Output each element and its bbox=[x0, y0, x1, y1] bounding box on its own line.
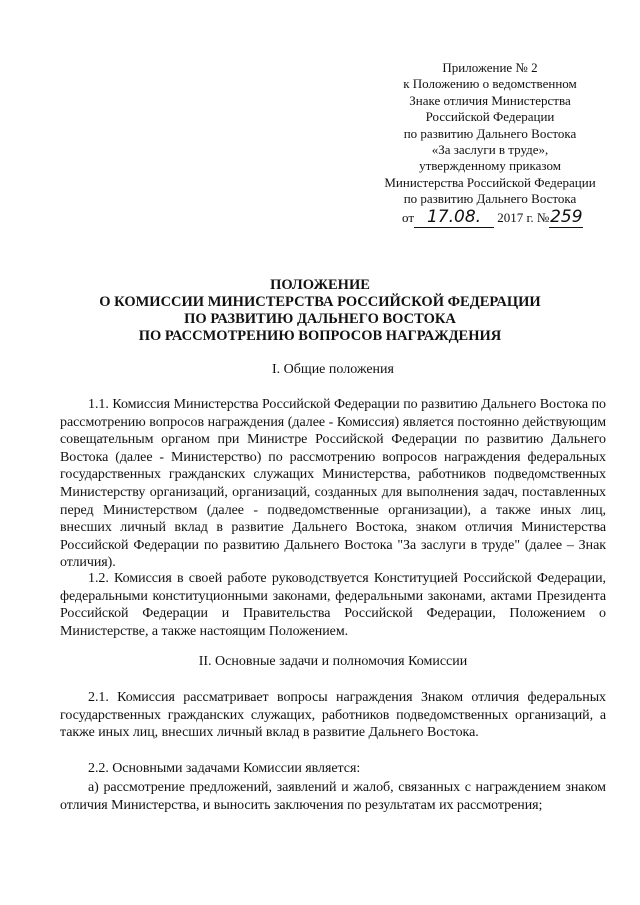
paragraph-1-1: 1.1. Комиссия Министерства Российской Федерации по развитию Дальнего Востока по рассмотрению вопросов награждения (далее - Комиссия) является постоянно действующим совещательным органом при Министре Российской Федерации по развитию Дальнего Востока (далее - Министерство) по рассмотрению вопросов награждения федеральных государственных гражданских служащих Министерства, работников подведомственных Министерству организаций, организаций, созданных для выполнения задач, поставленных перед Министерством (далее - подведомственные организации), а также иных лиц, внесших личный вклад в развитие Дальнего Востока, знаком отличия Министерства Российской Федерации по развитию Дальнего Востока "За заслуги в труде" (далее – Знак отличия). bbox=[60, 397, 606, 571]
title-line: ПО РАССМОТРЕНИЮ ВОПРОСОВ НАГРАЖДЕНИЯ bbox=[138, 328, 502, 344]
appendix-line: Знаке отличия Министерства bbox=[409, 92, 571, 108]
appendix-line: Российской Федерации bbox=[425, 109, 555, 125]
appendix-line: к Положению о ведомственном bbox=[403, 76, 577, 92]
appendix-line: «За заслуги в труде», bbox=[431, 142, 549, 158]
number-label: № bbox=[536, 210, 550, 225]
handwritten-date: 17.08. bbox=[426, 207, 482, 227]
appendix-line: Приложение № 2 bbox=[442, 60, 538, 75]
paragraph-2-1: 2.1. Комиссия рассматривает вопросы награждения Знаком отличия федеральных государственных гражданских служащих, работников подведомственных организаций, а также иных лиц, внесших личный вклад в развитие Дальнего Востока. bbox=[60, 690, 606, 741]
title-line: О КОМИССИИ МИНИСТЕРСТВА РОССИЙСКОЙ ФЕДЕРАЦИИ bbox=[99, 294, 541, 310]
section-heading-2: II. Основные задачи и полномочия Комиссии bbox=[198, 654, 468, 669]
appendix-block bbox=[360, 60, 620, 208]
document-title bbox=[40, 277, 600, 345]
appendix-line: утвержденному приказом bbox=[419, 158, 561, 174]
title-line: ПО РАЗВИТИЮ ДАЛЬНЕГО ВОСТОКА bbox=[184, 311, 456, 327]
handwritten-number: 259 bbox=[550, 207, 583, 227]
appendix-line: Министерства Российской Федерации bbox=[384, 174, 596, 190]
title-line: ПОЛОЖЕНИЕ bbox=[270, 277, 370, 293]
appendix-line: по развитию Дальнего Востока bbox=[403, 125, 577, 141]
paragraph-2-2: 2.2. Основными задачами Комиссии является: bbox=[88, 761, 361, 776]
year-label: 2017 г. bbox=[497, 210, 534, 225]
appendix-line: по развитию Дальнего Востока bbox=[403, 191, 577, 207]
section-heading-1: I. Общие положения bbox=[272, 362, 394, 377]
number-field bbox=[549, 207, 583, 228]
from-label: от bbox=[402, 210, 415, 225]
date-field bbox=[414, 207, 494, 228]
paragraph-2-2-a: а) рассмотрение предложений, заявлений и жалоб, связанных с награждением знаком отличия Министерства, и выносить заключения по результатам их рассмотрения; bbox=[60, 780, 606, 813]
paragraph-1-2: 1.2. Комиссия в своей работе руководствуется Конституцией Российской Федерации, федеральными конституционными законами, федеральными законами, актами Президента Российской Федерации и Правительства Российской Федерации, Положением о Министерстве, а также настоящим Положением. bbox=[60, 571, 606, 639]
order-date-number-line bbox=[402, 207, 622, 228]
